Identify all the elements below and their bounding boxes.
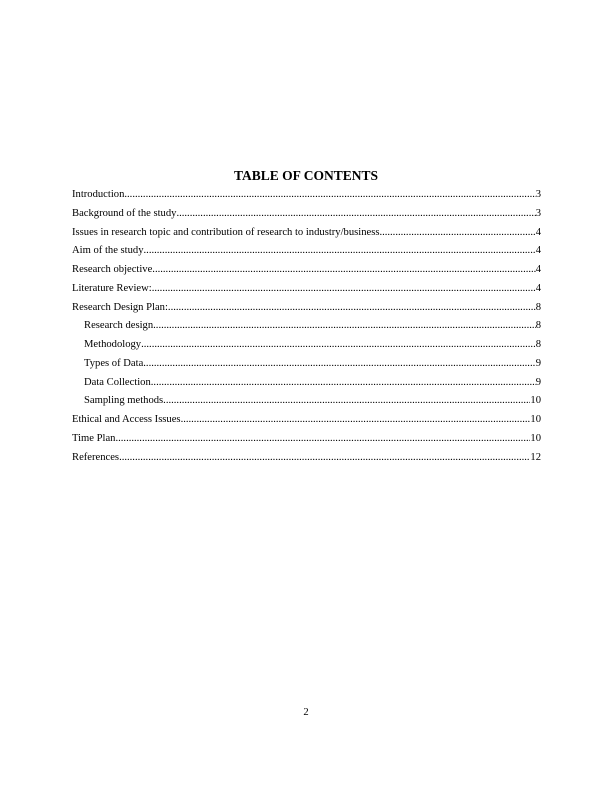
toc-entry-label: Time Plan [72, 432, 116, 444]
toc-dot-leader [168, 299, 536, 318]
toc-dot-leader [176, 205, 535, 224]
toc-dot-leader [163, 392, 530, 411]
page-number: 2 [303, 707, 309, 718]
toc-entry-introduction[interactable] [72, 186, 541, 205]
toc-dot-leader [151, 374, 536, 393]
toc-entry-references[interactable] [72, 449, 541, 468]
toc-entry-page: 10 [530, 414, 541, 425]
toc-entry-page: 4 [535, 264, 541, 275]
toc-entry-label: References [72, 451, 120, 463]
toc-dot-leader [144, 242, 536, 261]
toc-entry-page: 10 [530, 432, 541, 444]
toc-entry-page: 4 [535, 226, 541, 238]
toc-entry-page: 8 [535, 339, 541, 350]
toc-entry-page: 8 [535, 301, 541, 313]
toc-entry-aim[interactable] [72, 242, 541, 261]
toc-entry-ethical-access[interactable] [72, 411, 541, 430]
toc-dot-leader [119, 449, 530, 468]
toc-entry-label: Types of Data [84, 357, 144, 369]
toc-entry-label: Research objective [72, 264, 153, 275]
toc-entry-issues[interactable] [72, 224, 541, 243]
toc-entry-background[interactable] [72, 205, 541, 224]
toc-entry-page: 12 [530, 451, 541, 463]
toc-dot-leader [152, 280, 536, 299]
toc-entry-types-of-data[interactable] [72, 355, 541, 374]
toc-entry-page: 9 [535, 357, 541, 369]
toc-entry-methodology[interactable] [72, 336, 541, 355]
toc-entry-sampling-methods[interactable] [72, 392, 541, 411]
toc-entry-page: 4 [535, 282, 541, 294]
toc-entry-label: Research Design Plan: [72, 301, 168, 313]
toc-entry-page: 4 [535, 245, 541, 257]
toc-entry-label: Issues in research topic and contribution of research to industry/business [72, 226, 380, 238]
toc-entry-page: 9 [535, 376, 541, 388]
toc-entry-label: Aim of the study [72, 245, 144, 257]
toc-title: TABLE OF CONTENTS [233, 168, 379, 183]
toc-entry-label: Research design [84, 320, 154, 332]
toc-entry-research-design[interactable] [72, 317, 541, 336]
toc-list [72, 186, 541, 467]
toc-dot-leader [379, 224, 535, 243]
toc-entry-label: Introduction [72, 189, 125, 200]
toc-dot-leader [124, 186, 535, 205]
toc-entry-label: Ethical and Access Issues [72, 414, 181, 425]
toc-entry-research-objective[interactable] [72, 261, 541, 280]
toc-dot-leader [143, 355, 535, 374]
toc-dot-leader [152, 261, 535, 280]
toc-dot-leader [181, 411, 531, 430]
toc-entry-page: 8 [535, 320, 541, 332]
toc-entry-label: Sampling methods [84, 395, 164, 407]
toc-dot-leader [153, 317, 536, 336]
toc-entry-literature-review[interactable] [72, 280, 541, 299]
toc-entry-page: 3 [535, 207, 541, 219]
toc-entry-page: 3 [535, 189, 541, 200]
toc-entry-label: Literature Review: [72, 282, 152, 294]
toc-entry-label: Background of the study [72, 207, 177, 219]
toc-dot-leader [115, 430, 530, 449]
toc-entry-label: Methodology [84, 339, 142, 350]
toc-dot-leader [141, 336, 536, 355]
toc-entry-page: 10 [530, 395, 541, 407]
toc-entry-label: Data Collection [84, 376, 151, 388]
toc-entry-research-design-plan[interactable] [72, 299, 541, 318]
toc-entry-time-plan[interactable] [72, 430, 541, 449]
toc-entry-data-collection[interactable] [72, 374, 541, 393]
